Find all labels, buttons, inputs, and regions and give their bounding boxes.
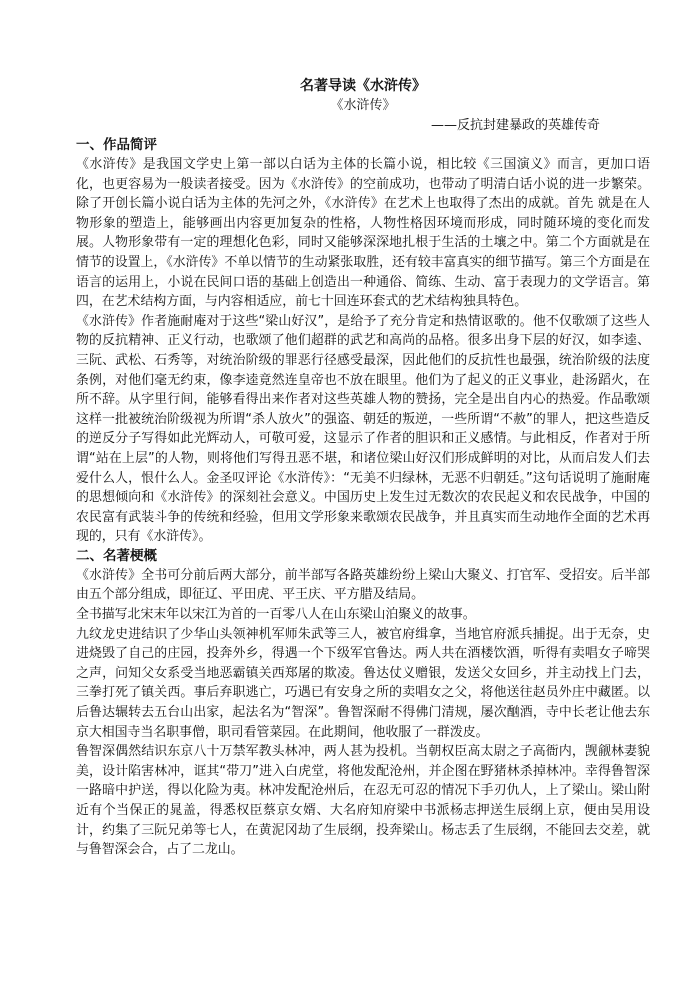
synopsis-paragraph-1: 《水浒传》全书可分前后两大部分，前半部写各路英雄纷纷上梁山大聚义、打官军、受招安。后半部由五个部分组成，即征辽、平田虎、平王庆、平方腊及结局。: [76, 567, 650, 603]
section-heading-synopsis: 二、名著梗概: [76, 547, 157, 564]
document-title: 名著导读《水浒传》: [300, 78, 426, 94]
synopsis-paragraph-2: 全书描写北宋末年以宋江为首的一百零八人在山东梁山泊聚义的故事。: [76, 607, 476, 623]
synopsis-paragraph-3: 九纹龙史进结识了少华山头领神机军师朱武等三人，被官府缉拿，当地官府派兵捕捉。出于无奈，史进烧毁了自己的庄园，投奔外乡，得遇一个下级军官鲁达。两人共在酒楼饮酒，听得有卖唱女子啼哭之声，问知父女系受当地恶霸镇关西郑屠的欺凌。鲁达仗义赠银，发送父女回乡，并主动找上门去，三拳打死了镇关西。事后弃职逃亡，巧遇已有安身之所的卖唱女之父，将他送往赵员外庄中藏匿。以后鲁达辗转去五台山出家，起法名为“智深”。鲁智深耐不得佛门清规，屡次酗酒，寺中长老让他去东京大相国寺当名职事僧，职司看管菜园。在此期间，他收服了一群泼皮。: [76, 626, 650, 740]
section-heading-review: 一、作品简评: [76, 137, 157, 153]
review-paragraph-1: 《水浒传》是我国文学史上第一部以白话为主体的长篇小说，相比较《三国演义》而言，更加口语化，也更容易为一般读者接受。因为《水浒传》的空前成功，也带动了明清白话小说的进一步繁荣。除了开创长篇小说白话为主体的先河之外，《水浒传》在艺术上也取得了杰出的成就。首先 就是在人物形象的塑造上，能够画出内容更加复杂的性格，人物性格因环境而形成，同时随环境的变化而发展。人物形象带有一定的理想化色彩，同时又能够深深地扎根于生活的土壤之中。第二个方面就是在情节的设置上，《水浒传》不单以情节的生动紧张取胜，还有较丰富真实的细节描写。第三个方面是在语言的运用上，小说在民间口语的基础上创造出一种通俗、简练、生动、富于表现力的文学语言。第四，在艺术结构方面，与内容相适应，前七十回连环套式的艺术结构独具特色。: [76, 157, 650, 310]
review-paragraph-2: 《水浒传》作者施耐庵对于这些“梁山好汉”，是给予了充分肯定和热情讴歌的。他不仅歌颂了这些人物的反抗精神、正义行动，也歌颂了他们超群的武艺和高尚的品格。很多出身下层的好汉，如李逵、三阮、武松、石秀等，对统治阶级的罪恶行径感受最深，因此他们的反抗性也最强，统治阶级的法度条例，对他们毫无约束，像李逵竟然连皇帝也不放在眼里。他们为了起义的正义事业，赴汤蹈火，在所不辞。从字里行间，能够看得出来作者对这些英雄人物的赞扬，完全是出自内心的热爱。作品歌颂这样一批被统治阶级视为所谓“杀人放火”的强盗、朝廷的叛逆，一些所谓“不赦”的罪人，把这些造反的逆反分子写得如此光辉动人，可敬可爱，这显示了作者的胆识和正义感情。与此相反，作者对于所谓“站在上层”的人物，则将他们写得丑恶不堪，和诸位梁山好汉们形成鲜明的对比，从而启发人们去爱什么人，恨什么人。金圣叹评论《水浒传》：“无美不归绿林，无恶不归朝廷。”这句话说明了施耐庵的思想倾向和《水浒传》的深刻社会意义。中国历史上发生过无数次的农民起义和农民战争，中国的农民富有武装斗争的传统和经验，但用文学形象来歌颂农民战争，并且真实而生动地作全面的艺术再现的，只有《水浒传》。: [76, 313, 650, 545]
book-tagline: ——反抗封建暴政的英雄传奇: [430, 118, 600, 133]
synopsis-paragraph-4: 鲁智深偶然结识东京八十万禁军教头林冲，两人甚为投机。当朝权臣高太尉之子高衙内，觊觎林妻貌美，设计陷害林冲，诓其“带刀”进入白虎堂，将他发配沧州，并企图在野猪林杀掉林冲。幸得鲁智深一路暗中护送，得以化险为夷。林冲发配沧州后，在忍无可忍的情况下手刃仇人，上了梁山。梁山附近有个当保正的晁盖，得悉权臣蔡京女婿、大名府知府梁中书派杨志押送生辰纲上京，便由吴用设计，约集了三阮兄弟等七人，在黄泥冈劫了生辰纲，投奔梁山。杨志丢了生辰纲，不能回去交差，就与鲁智深会合，占了二龙山。: [76, 744, 650, 858]
book-title: 《水浒传》: [330, 98, 396, 113]
